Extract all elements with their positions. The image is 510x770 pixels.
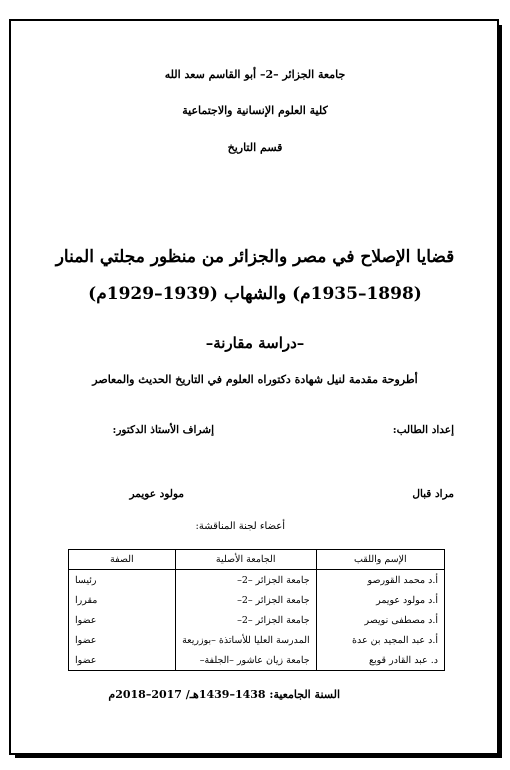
member-university: جامعة زيان عاشور –الجلفة– (175, 650, 316, 671)
member-university: جامعة الجزائر –2– (175, 570, 316, 591)
column-header-university: الجامعة الأصلية (175, 550, 316, 570)
committee-table (68, 549, 445, 671)
academic-year: السنة الجامعية: 1438–1439هـ/ 2017–2018م (108, 688, 340, 701)
member-role: رئيسا (69, 570, 176, 591)
page-border-shadow-right (499, 25, 502, 758)
table-row (69, 650, 445, 671)
committee-table-header (69, 550, 445, 570)
member-name: أ.د محمد القورصو (316, 570, 444, 591)
member-role: عضوا (69, 650, 176, 671)
thesis-title-line1: قضايا الإصلاح في مصر والجزائر من منظور مجلتي المنار (55, 247, 455, 267)
member-university: المدرسة العليا للأساتذة –بوزريعة (175, 630, 316, 650)
table-row (69, 590, 445, 610)
table-row (69, 610, 445, 630)
column-header-name: الإسم واللقب (316, 550, 444, 570)
study-type: –دراسة مقارنة– (205, 334, 305, 352)
member-name: أ.د مصطفى نويصر (316, 610, 444, 630)
member-role: عضوا (69, 610, 176, 630)
member-role: عضوا (69, 630, 176, 650)
member-role: مقررا (69, 590, 176, 610)
table-row (69, 570, 445, 591)
member-name: أ.د عبد المجيد بن عدة (316, 630, 444, 650)
member-university: جامعة الجزائر –2– (175, 590, 316, 610)
student-label: إعداد الطالب: (392, 424, 454, 436)
committee-label: أعضاء لجنة المناقشة: (195, 521, 285, 532)
member-name: أ.د مولود عويمر (316, 590, 444, 610)
supervisor-label: إشراف الأستاذ الدكتور: (112, 424, 214, 436)
member-name: د. عبد القادر قوبع (316, 650, 444, 671)
faculty-name: كلية العلوم الإنسانية والاجتماعية (182, 104, 328, 117)
table-row (69, 630, 445, 650)
thesis-title-line2: (1898–1935م) والشهاب (1939–1929م) (88, 284, 422, 304)
page-border-shadow-bottom (15, 755, 502, 758)
university-name: جامعة الجزائر –2– أبو القاسم سعد الله (164, 68, 346, 81)
column-header-role: الصفة (69, 550, 176, 570)
thesis-description: أطروحة مقدمة لنيل شهادة دكتوراه العلوم في التاريخ الحديث والمعاصر (92, 373, 418, 386)
supervisor-name: مولود عويمر (129, 488, 184, 500)
member-university: جامعة الجزائر –2– (175, 610, 316, 630)
student-name: مراد قبال (412, 488, 454, 500)
department-name: قسم التاريخ (227, 141, 283, 154)
